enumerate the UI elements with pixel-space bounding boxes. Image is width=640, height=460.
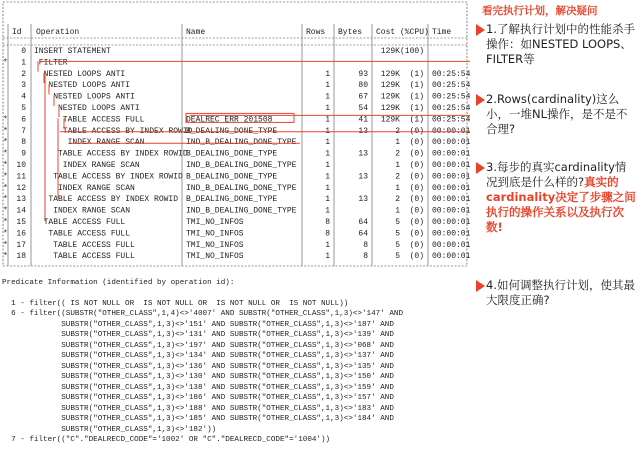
plan-row [3, 150, 470, 159]
row-id: 11 [16, 172, 26, 182]
row-rows: 1 [325, 81, 330, 91]
row-operation: TABLE ACCESS FULL [34, 252, 135, 262]
row-id: 4 [21, 92, 26, 102]
row-time: 00:25:54 [432, 104, 470, 113]
plan-row [3, 229, 470, 238]
row-rows: 1 [325, 195, 330, 205]
row-rows: 1 [325, 240, 330, 250]
predicate-marker: * [3, 183, 8, 193]
predicate-line: SUBSTR("OTHER_CLASS",1,3)<>'134' AND SUBSTR("OTHER_CLASS",1,3)<>'137' AND [2, 352, 394, 360]
predicate-marker: * [3, 240, 8, 250]
execution-plan-table [0, 0, 470, 270]
row-rows: 1 [325, 138, 330, 148]
arrow-bullet-icon [476, 24, 485, 36]
predicate-marker: * [3, 229, 8, 239]
row-id: 17 [16, 240, 26, 250]
predicate-line: SUBSTR("OTHER_CLASS",1,3)<>'197' AND SUBSTR("OTHER_CLASS",1,3)<>'068' AND [2, 341, 394, 350]
row-id: 8 [21, 138, 26, 148]
predicate-line: SUBSTR("OTHER_CLASS",1,3)<>'186' AND SUBSTR("OTHER_CLASS",1,3)<>'157' AND [2, 394, 394, 402]
row-time: 00:00:01 [432, 183, 470, 193]
row-bytes: 8 [363, 240, 368, 250]
row-name: IND_B_DEALING_DONE_TYPE [186, 138, 297, 148]
row-time: 00:25:54 [432, 69, 470, 79]
predicate-marker: * [3, 206, 8, 216]
arrow-bullet-icon [476, 94, 485, 106]
row-rows: 8 [325, 229, 330, 239]
row-cost: 1 (0) [395, 138, 424, 148]
row-rows: 1 [325, 69, 330, 79]
row-operation: INDEX RANGE SCAN [34, 183, 135, 193]
row-time: 00:00:01 [432, 240, 470, 250]
column-header-bytes: Bytes [338, 28, 363, 37]
row-cost: 5 (0) [395, 229, 424, 239]
row-id: 13 [16, 195, 26, 205]
row-bytes: 41 [358, 115, 368, 125]
predicate-marker: * [3, 58, 8, 68]
predicate-line: 7 - filter(("C"."DEALRECD_CODE"='1002' OR "C"."DEALRECD_CODE"='1004')) [2, 436, 331, 444]
row-bytes: 80 [358, 81, 368, 91]
plan-row [3, 161, 470, 170]
row-time: 00:00:01 [432, 126, 470, 136]
plan-row [3, 115, 470, 124]
column-header-id: Id [12, 28, 22, 37]
row-bytes: 13 [358, 149, 368, 159]
row-id: 3 [21, 81, 26, 91]
column-header-rows: Rows [306, 28, 326, 37]
row-operation: INDEX RANGE SCAN [34, 161, 140, 170]
notes-panel [476, 0, 640, 460]
arrow-bullet-icon [476, 280, 485, 292]
row-name: TMI_NO_INFOS [186, 240, 244, 250]
row-operation: INDEX RANGE SCAN [34, 138, 145, 148]
row-time: 00:00:01 [432, 218, 470, 227]
row-name: TMI_NO_INFOS [186, 218, 244, 227]
row-rows: 1 [325, 149, 330, 159]
column-header-time: Time [432, 28, 452, 37]
row-rows: 1 [325, 92, 330, 102]
predicate-marker: * [3, 218, 8, 227]
predicate-title: Predicate Information (identified by operation id): [2, 279, 235, 287]
note-highlight: 真实的cardinality决定了步骤之间执行的操作关系以及执行次数! [486, 175, 636, 234]
row-cost: 2 (0) [395, 172, 424, 182]
column-header-cost: Cost (%CPU) [376, 28, 429, 37]
predicate-line: 1 - filter(( IS NOT NULL OR IS NOT NULL OR IS NOT NULL OR IS NOT NULL)) [2, 299, 349, 308]
plan-row [3, 184, 470, 193]
row-cost: 129K (1) [380, 115, 424, 125]
row-time: 00:25:54 [432, 81, 470, 91]
row-name: B_DEALING_DONE_TYPE [186, 195, 278, 205]
row-id: 7 [21, 126, 26, 136]
column-header-name: Name [186, 28, 206, 37]
row-time: 00:00:01 [432, 252, 470, 262]
predicate-line: SUBSTR("OTHER_CLASS",1,3)<>'130' AND SUBSTR("OTHER_CLASS",1,3)<>'150' AND [2, 373, 394, 381]
row-cost: 1 (0) [395, 206, 424, 216]
row-rows: 8 [325, 218, 330, 227]
row-time: 00:00:01 [432, 161, 470, 170]
plan-row [3, 241, 470, 250]
row-cost: 5 (0) [395, 252, 424, 262]
predicate-line: SUBSTR("OTHER_CLASS",1,3)<>'131' AND SUBSTR("OTHER_CLASS",1,3)<>'139' AND [2, 331, 394, 339]
predicate-marker: * [3, 138, 8, 148]
arrow-bullet-icon [476, 162, 485, 174]
note-item [486, 278, 636, 308]
row-operation: FILTER [34, 58, 68, 68]
row-name: B_DEALING_DONE_TYPE [186, 149, 278, 159]
row-name: B_DEALING_DONE_TYPE [186, 126, 278, 136]
row-time: 00:25:54 [432, 115, 470, 125]
row-name: DEALREC_ERR_201508 [186, 115, 273, 125]
predicate-marker: * [3, 161, 8, 170]
row-name: TMI_NO_INFOS [186, 252, 244, 262]
row-cost: 1 (0) [395, 183, 424, 193]
row-operation: NESTED LOOPS ANTI [34, 92, 135, 102]
row-operation: TABLE ACCESS FULL [34, 240, 135, 250]
row-id: 9 [21, 149, 26, 159]
note-item [486, 160, 636, 235]
row-operation: INSERT STATEMENT [34, 47, 111, 56]
note-text: 1.了解执行计划中的性能杀手操作：如NESTED LOOPS、FILTER等 [486, 22, 635, 66]
predicate-marker: * [3, 195, 8, 205]
row-id: 2 [21, 69, 26, 79]
predicate-marker: * [3, 149, 8, 159]
predicate-line: SUBSTR("OTHER_CLASS",1,3)<>'151' AND SUBSTR("OTHER_CLASS",1,3)<>'187' AND [2, 320, 394, 329]
note-text: 2.Rows(cardinality)这么小，一堆NL操作，是不是不合理? [486, 92, 628, 136]
row-time: 00:00:01 [432, 195, 470, 205]
note-text: 3.每步的真实cardinality情况到底是什么样的? [486, 160, 627, 189]
predicate-line: 6 - filter((SUBSTR("OTHER_CLASS",1,4)<>'4007' AND SUBSTR("OTHER_CLASS",1,3)<>'147' AND [2, 310, 404, 318]
row-id: 18 [16, 252, 26, 262]
row-operation: TABLE ACCESS BY INDEX ROWID [34, 126, 193, 136]
note-item [486, 92, 636, 137]
row-time: 00:25:54 [432, 92, 470, 102]
note-item [486, 22, 636, 67]
row-rows: 1 [325, 172, 330, 182]
row-name: TMI_NO_INFOS [186, 229, 244, 239]
row-bytes: 13 [358, 126, 368, 136]
row-rows: 1 [325, 252, 330, 262]
row-id: 12 [16, 183, 26, 193]
predicate-line: SUBSTR("OTHER_CLASS",1,3)<>'185' AND SUBSTR("OTHER_CLASS",1,3)<>'184' AND [2, 415, 394, 423]
row-time: 00:00:01 [432, 172, 470, 182]
row-id: 5 [21, 104, 26, 113]
row-cost: 2 (0) [395, 126, 424, 136]
row-name: IND_B_DEALING_DONE_TYPE [186, 206, 297, 216]
row-id: 16 [16, 229, 26, 239]
predicate-line: SUBSTR("OTHER_CLASS",1,3)<>'182')) [2, 425, 217, 434]
predicate-marker: * [3, 172, 8, 182]
row-time: 00:00:01 [432, 206, 470, 216]
row-cost: 129K (1) [380, 104, 424, 113]
row-operation: NESTED LOOPS ANTI [34, 81, 131, 91]
row-cost: 1 (0) [395, 161, 424, 170]
predicate-marker: * [3, 126, 8, 136]
predicate-information [2, 278, 472, 458]
plan-row [3, 195, 470, 204]
row-cost: 5 (0) [395, 218, 424, 227]
row-id: 6 [21, 115, 26, 125]
row-cost: 2 (0) [395, 195, 424, 205]
row-operation: TABLE ACCESS FULL [34, 115, 145, 125]
row-bytes: 13 [358, 172, 368, 182]
row-time: 00:00:01 [432, 138, 470, 148]
row-id: 0 [21, 47, 26, 56]
row-time: 00:00:01 [432, 229, 470, 239]
predicate-marker: * [3, 252, 8, 262]
row-operation: TABLE ACCESS BY INDEX ROWID [34, 172, 183, 182]
plan-row [3, 252, 470, 261]
row-rows: 1 [325, 115, 330, 125]
plan-row [3, 172, 470, 181]
row-bytes: 64 [358, 218, 368, 227]
row-bytes: 13 [358, 195, 368, 205]
row-rows: 1 [325, 161, 330, 170]
row-bytes: 67 [358, 92, 368, 102]
row-rows: 1 [325, 183, 330, 193]
row-cost: 2 (0) [395, 149, 424, 159]
row-id: 15 [16, 218, 26, 227]
row-operation: TABLE ACCESS BY INDEX ROWID [34, 149, 188, 159]
row-name: B_DEALING_DONE_TYPE [186, 172, 278, 182]
note-text: 4.如何调整执行计划，使其最大限度正确? [486, 278, 635, 307]
row-rows: 1 [325, 104, 330, 113]
notes-title: 看完执行计划，解决疑问 [482, 5, 598, 17]
row-time: 00:00:01 [432, 149, 470, 159]
row-operation: TABLE ACCESS FULL [34, 218, 126, 227]
row-id: 10 [16, 161, 26, 170]
row-bytes: 93 [358, 69, 368, 79]
row-operation: NESTED LOOPS ANTI [34, 104, 140, 113]
row-operation: INDEX RANGE SCAN [34, 206, 131, 216]
row-cost: 129K (1) [380, 81, 424, 91]
row-cost: 5 (0) [395, 240, 424, 250]
row-bytes: 54 [358, 104, 368, 113]
row-bytes: 64 [358, 229, 368, 239]
row-id: 1 [21, 58, 26, 68]
plan-row [3, 207, 470, 216]
row-id: 14 [16, 206, 26, 216]
plan-row [3, 218, 470, 227]
row-rows: 1 [325, 206, 330, 216]
row-cost: 129K (1) [380, 69, 424, 79]
column-header-operation: Operation [36, 28, 80, 37]
row-cost: 129K(100) [380, 47, 424, 56]
predicate-line: SUBSTR("OTHER_CLASS",1,3)<>'136' AND SUBSTR("OTHER_CLASS",1,3)<>'135' AND [2, 362, 394, 371]
predicate-line: SUBSTR("OTHER_CLASS",1,3)<>'188' AND SUBSTR("OTHER_CLASS",1,3)<>'183' AND [2, 404, 394, 413]
row-operation: TABLE ACCESS BY INDEX ROWID [34, 195, 179, 205]
row-name: IND_B_DEALING_DONE_TYPE [186, 183, 297, 193]
row-cost: 129K (1) [380, 92, 424, 102]
predicate-marker: * [3, 115, 8, 125]
predicate-line: SUBSTR("OTHER_CLASS",1,3)<>'138' AND SUBSTR("OTHER_CLASS",1,3)<>'159' AND [2, 383, 394, 392]
row-operation: NESTED LOOPS ANTI [34, 69, 126, 79]
row-name: IND_B_DEALING_DONE_TYPE [186, 161, 297, 170]
row-operation: TABLE ACCESS FULL [34, 229, 131, 239]
row-rows: 1 [325, 126, 330, 136]
row-bytes: 8 [363, 252, 368, 262]
